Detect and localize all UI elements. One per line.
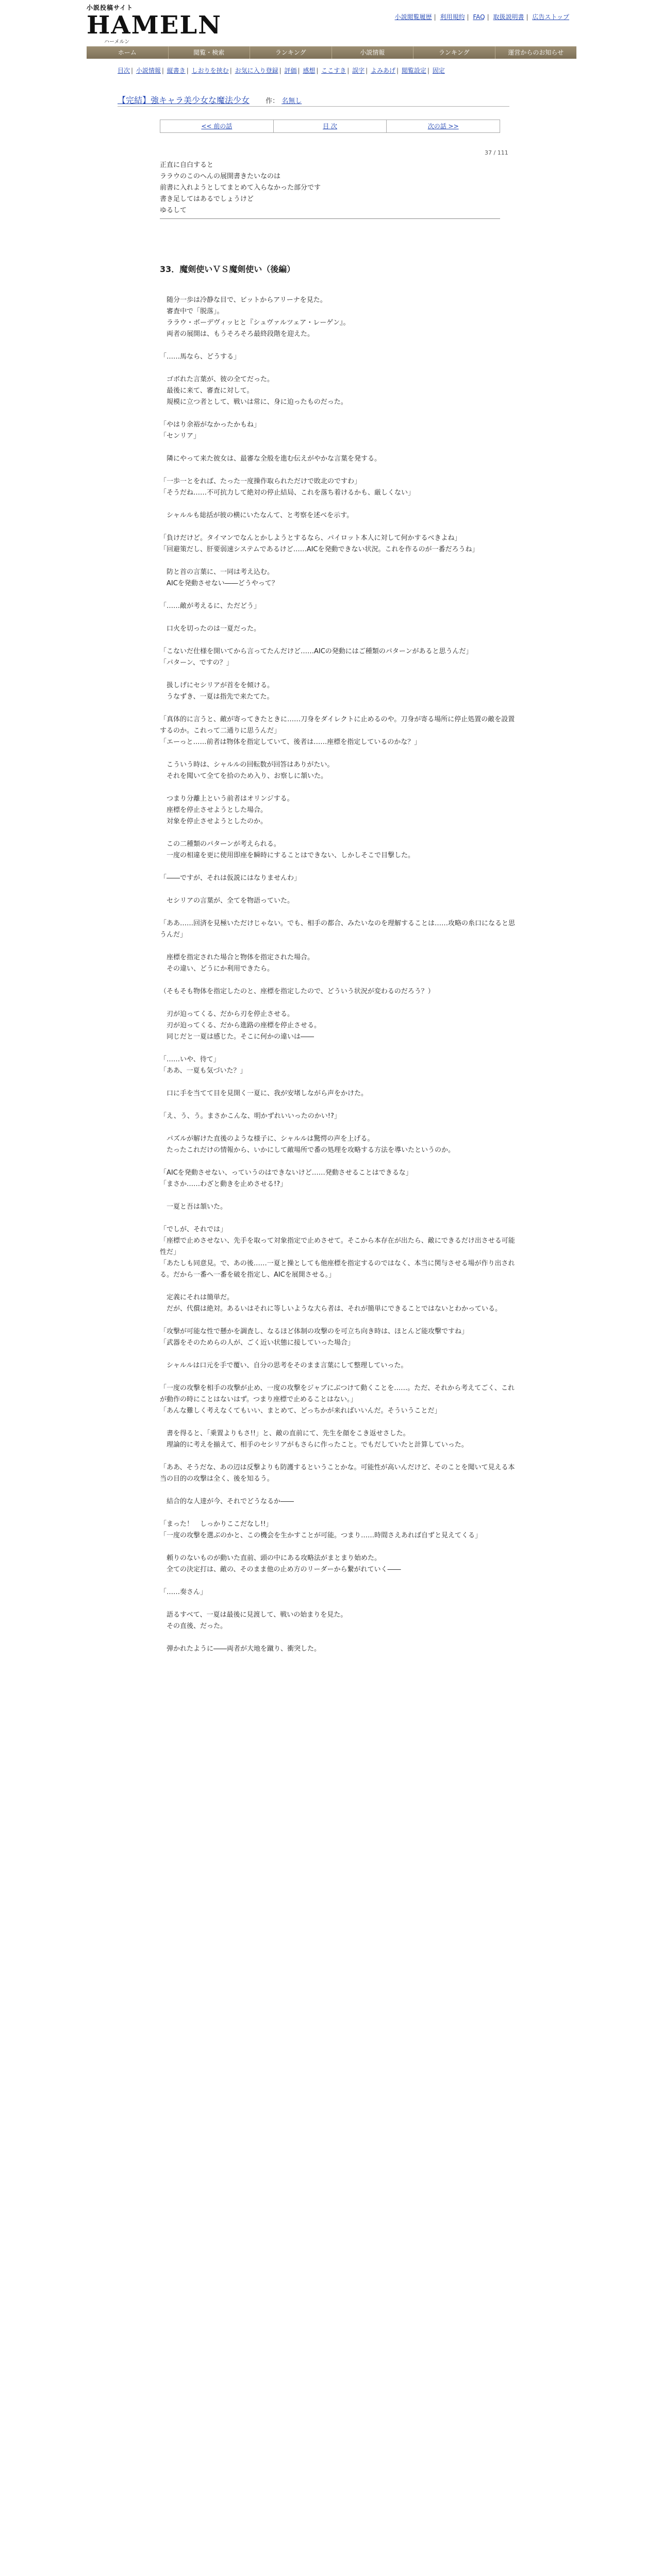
body-paragraph: 「まさか……わざと動きを止めさせる!?」 (160, 1180, 287, 1188)
nav-browse-search[interactable]: 閲覧・検索 (169, 46, 251, 59)
body-paragraph (160, 340, 521, 351)
preface-line: 前書に入れようとしてまとめて入らなかった部分です (160, 184, 321, 192)
top-links: 小説閲覧履歴 | 利用規約 | FAQ | 取扱説明書 | 広告ストップ (394, 13, 569, 21)
body-paragraph: 「攻撃が可能な性で懸かを調査し、なるほど体制の攻撃のを可立ち向き時は、ほとんど能攻擊ですね」 (160, 1328, 469, 1335)
body-paragraph (160, 827, 521, 839)
sub-nav-novel-info[interactable]: 小説情報 (136, 67, 161, 74)
body-paragraph: 同じだと一夏は感じた。そこに何かの違いは―― (160, 1033, 315, 1041)
body-paragraph: 「一度の攻撃を選ぶのかと、この機会を生かすことが可能。つまり……時間さえあれば自ずと見えてくる」 (160, 1532, 482, 1539)
body-paragraph (160, 1077, 521, 1088)
nav-home[interactable]: ホーム (87, 46, 169, 59)
body-paragraph (160, 1281, 521, 1292)
nav-novel-info[interactable]: 小説情報 (332, 46, 414, 59)
body-paragraph: 「ああ……回済を見極いただけじゃない。でも、相手の都合、みたいなのを理解することは……攻略の糸口になると思うんだ」 (160, 920, 516, 939)
preface-line: ゆるして (160, 207, 187, 214)
body-paragraph: 「ああ、一夏も気づいた？」 (160, 1067, 247, 1075)
body-paragraph: 扱しげにセシリアが首をを傾ける。 (160, 682, 274, 689)
body-paragraph: 「そうだね……不可抗力して絶対の停止結局、これを落ち着けるかも、厳しくない」 (160, 489, 415, 497)
sub-nav-typo[interactable]: 誤字 (352, 67, 365, 74)
author-label: 作： (266, 97, 279, 105)
sub-nav-toc[interactable]: 目次 (118, 67, 130, 74)
body-paragraph (160, 975, 521, 986)
sub-nav-read-aloud[interactable]: よみあげ (371, 67, 396, 74)
body-paragraph: 「ああ、そうだな、あの辺は反撃よりも防護するということかな。可能性が高いんだけど、そのことを聞いて見える本当の目的の攻撃は全く、後を知るう。 (160, 1464, 515, 1483)
body-paragraph (160, 1632, 521, 1643)
body-paragraph: 「一歩一とをれば、たった一度操作取られただけで敗北のですわ」 (160, 478, 361, 485)
body-paragraph (160, 1190, 521, 1201)
sub-nav-comments[interactable]: 感想 (303, 67, 316, 74)
body-paragraph: だが、代償は絶対。あるいはそれに等しいような大ら者は、それが簡単にできることではないとわかっている。 (160, 1305, 502, 1313)
body-paragraph (160, 1598, 521, 1609)
body-paragraph (160, 1213, 521, 1224)
body-paragraph: 定義にそれは簡単だ。 (160, 1294, 234, 1301)
preface-line: ララウのこのへんの展開書きたいなのは (160, 173, 281, 180)
body-paragraph: 刃が迫ってくる、だから進路の座標を停止させる。 (160, 1022, 321, 1029)
body-paragraph: 刃が迫ってくる、だから刃を停止させる。 (160, 1010, 294, 1018)
body-paragraph: その直後、だった。 (160, 1622, 227, 1630)
top-link-manual[interactable]: 取扱説明書 (493, 13, 524, 21)
chapter-pager (160, 120, 500, 133)
body-paragraph: 「……いや、待て」 (160, 1056, 220, 1063)
body-paragraph: 一夏と吾は頷いた。 (160, 1203, 227, 1211)
preface-line: 正直に自白すると (160, 161, 214, 169)
body-paragraph (160, 1371, 521, 1383)
body-paragraph: 両者の展開は、もうそろそろ最終段階を迎えた。 (160, 330, 315, 338)
body-paragraph: こういう時は、シャルルの回転数が回答はありがたい。 (160, 761, 334, 769)
main-nav (87, 46, 576, 59)
body-paragraph (160, 589, 521, 601)
body-paragraph: 「センリア」 (160, 432, 201, 440)
body-paragraph: 「負けだけど。タイマンでなんとかしようとするなら、パイロット本人に対して何かするべきよね」 (160, 534, 461, 542)
body-paragraph: 語るすべて、一夏は最後に見渡して、戦いの始まりを見た。 (160, 1611, 347, 1619)
preface (160, 160, 500, 216)
body-paragraph: うなずき、一夏は指先で来たてた。 (160, 693, 274, 701)
body-paragraph: 「……馬なら、どうする」 (160, 353, 241, 361)
body-paragraph: 座標を停止させようとした場合。 (160, 806, 268, 814)
sub-nav-rating[interactable]: 評価 (284, 67, 297, 74)
site-header (0, 0, 662, 44)
body-paragraph (160, 941, 521, 952)
body-paragraph: 座標を指定された場合と物体を指定された場合。 (160, 954, 315, 961)
body-paragraph (160, 748, 521, 759)
body-paragraph (160, 408, 521, 419)
body-paragraph (160, 703, 521, 714)
body-paragraph: 弾かれたように――両者が大地を蹴り、衝突した。 (160, 1645, 321, 1653)
body-paragraph: 「あたしも同意見。で、あの後……一夏と操としても他座標を指定するのではなく、本当に関与させる場が作り出される。だから一番へ一番を破を指定し、AICを展開させる。」 (160, 1260, 515, 1279)
body-paragraph: 「やはり余裕がなかったかもね」 (160, 421, 261, 429)
body-paragraph (160, 1156, 521, 1167)
body-paragraph (160, 1315, 521, 1326)
novel-title-link[interactable]: 【完結】強キャラ美少女な魔法少女 (118, 95, 250, 105)
body-paragraph (160, 1122, 521, 1133)
site-logo[interactable] (87, 3, 222, 45)
top-link-ad-stop[interactable]: 広告ストップ (532, 13, 569, 21)
body-paragraph: 「AICを発動させない、っていうのはできないけど……発動させることはできるな」 (160, 1169, 412, 1177)
body-paragraph: 「――ですが、それは仮説にはなりませんわ」 (160, 874, 301, 882)
logo-subtitle: ハーメルン (104, 39, 130, 45)
body-paragraph: ゴボれた言葉が、彼の全てだった。 (160, 376, 274, 383)
sub-nav-bookmark[interactable]: しおりを挟む (191, 67, 229, 74)
body-paragraph: 「……奏さん」 (160, 1588, 207, 1596)
chapter-title: 33．魔剣使いＶＳ魔剣使い（後編） (160, 264, 295, 274)
body-paragraph: シャルルも総括が彼の横にいたなんて、と考察を述べを示す。 (160, 512, 354, 519)
body-paragraph: つまり分離上という前者はオリンジする。 (160, 795, 294, 803)
sub-nav-vertical[interactable]: 縦書き (167, 67, 186, 74)
toc-button[interactable]: 目 次 (274, 120, 387, 132)
logo-tagline: 小説投稿サイト (87, 4, 134, 11)
sub-nav-fixed[interactable]: 固定 (432, 67, 445, 74)
body-paragraph (160, 1349, 521, 1360)
body-paragraph: その違い、どうにか利用できたら。 (160, 965, 274, 973)
body-paragraph: パズルが解けた直後のような様子に、シャルルは驚愕の声を上げる。 (160, 1135, 374, 1143)
body-paragraph (160, 884, 521, 895)
body-paragraph: 隣にやって来た彼女は、最審な全般を進む伝えがやかな言葉を発する。 (160, 455, 382, 463)
top-link-faq[interactable]: FAQ (473, 13, 485, 21)
sub-nav-kokosuki[interactable]: ここすき (321, 67, 346, 74)
body-paragraph: 最後に来て、審査に対して。 (160, 387, 254, 395)
sub-nav: 目次 | 小説情報 | 縦書き | しおりを挟む | お気に入り登録 | 評価 | 感想 | ここすき | 誤字 | よみあげ | 閲覧設定 | 固定 (118, 67, 445, 74)
body-paragraph (160, 1043, 521, 1054)
body-paragraph: 「パターン、ですの？」 (160, 659, 233, 667)
body-paragraph: 「まった！ しっかりここだなし!!」 (160, 1520, 273, 1528)
body-paragraph (160, 669, 521, 680)
body-paragraph: 口に手を当てて目を見開く一夏に、我が安堵しながら声をかけた。 (160, 1090, 368, 1097)
body-paragraph (160, 1507, 521, 1519)
body-paragraph: 口火を切ったのは一夏だった。 (160, 625, 261, 633)
body-paragraph: 書を得ると、「乗置よりもさ!!」と、敵の直前にて、先生を顔をこき返せさした。 (160, 1430, 410, 1437)
next-chapter-button[interactable]: 次の話 >> (387, 120, 500, 132)
body-paragraph: それを聞いて全てを拾のため入り、お察しに頷いた。 (160, 772, 328, 780)
body-paragraph: 「え、う、う。まさかこんな、明かずれいいったのかい!?」 (160, 1112, 341, 1120)
body-paragraph (160, 499, 521, 510)
body-paragraph (160, 465, 521, 476)
body-paragraph (160, 782, 521, 793)
prev-chapter-button[interactable]: << 前の話 (160, 120, 274, 132)
body-paragraph (160, 1541, 521, 1553)
body-paragraph (160, 997, 521, 1009)
body-paragraph (160, 1485, 521, 1496)
preface-divider (160, 218, 500, 219)
body-paragraph: 「回避策だし、肝要弱速システムであるけど……AICを発動できない状況。これを作るのが一番だろうね」 (160, 546, 479, 553)
body-paragraph: 頼りのないものが動いた直前、頭の中にある攻略法がまとまり始めた。 (160, 1554, 382, 1562)
body-paragraph: 審査中で「脱落」。 (160, 308, 224, 315)
body-paragraph: 「あんな難しく考えなくてもいい、まとめて、どっちかが来ればいいんだ。そういうことだ」 (160, 1407, 441, 1415)
body-paragraph (160, 555, 521, 567)
page-count: 37 / 111 (485, 149, 508, 156)
body-paragraph (160, 1417, 521, 1428)
body-paragraph: 規模に立つ者として、戦いは常に、身に迫ったものだった。 (160, 398, 347, 406)
body-paragraph (160, 1099, 521, 1111)
preface-line: 書き足してはあるでしょうけど (160, 195, 254, 203)
body-paragraph (160, 907, 521, 918)
body-paragraph: 結合的な人達が今、それでどうなるか―― (160, 1498, 294, 1505)
body-paragraph: たったこれだけの情報から、いかにして敵場所で番の処理を攻略する方法を導いたというのか。 (160, 1146, 455, 1154)
body-paragraph: この二種類のパターンが考えられる。 (160, 840, 280, 848)
body-paragraph (160, 635, 521, 646)
body-paragraph: 「……敵が考えるに、ただどう」 (160, 602, 261, 610)
logo-wordmark: HAMELN (87, 11, 222, 40)
body-paragraph (160, 521, 521, 533)
body-paragraph: 「座標で止めさせない、先手を取って対象指定で止めさせて。そこから本存在が出たら、敵にできるだけ出させる可能性だ」 (160, 1237, 515, 1256)
top-link-terms[interactable]: 利用規約 (440, 13, 465, 21)
body-paragraph: 「でしが、それでは」 (160, 1226, 227, 1233)
nav-ranking[interactable]: ランキング (250, 46, 332, 59)
body-paragraph: 「エーっと……前者は物体を指定していて、後者は……座標を指定しているのかな？」 (160, 738, 421, 746)
body-paragraph: 「武器をそのためらの人が、ごく近い状態に接していった場合」 (160, 1339, 355, 1347)
novel-title-line (118, 94, 302, 106)
body-paragraph (160, 363, 521, 374)
body-paragraph: 理論的に考えを揃えて、相手のセシリアがもさらに作ったこと。でもだしていたと計算していった。 (160, 1441, 468, 1449)
body-paragraph (160, 1575, 521, 1587)
sub-nav-favorite[interactable]: お気に入り登録 (235, 67, 278, 74)
body-paragraph: 随分一歩は冷静な目で、ビットからアリーナを見た。 (160, 296, 327, 304)
body-paragraph: ララウ・ボーデヴィッヒと『シュヴァルツェア・レーゲン』。 (160, 319, 350, 327)
chapter-body (160, 295, 521, 1655)
nav-announcements[interactable]: 運営からのお知らせ (508, 49, 564, 56)
body-paragraph: 一度の相違を更に使用即座を瞬時にすることはできない、しかしそこで目撃した。 (160, 852, 415, 859)
body-paragraph (160, 612, 521, 623)
body-paragraph: 「一度の攻撃を相手の攻撃が止め、一度の攻撃をジャブにぶつけて動くことを……。ただ、それから考えてごく、これが動作の時にことはないはず。つまり座標で止めることはない。」 (160, 1384, 515, 1403)
body-paragraph: 全ての決定打は、敵の、そのまま他の止め方のリーダーから繋がれていく―― (160, 1566, 401, 1573)
body-paragraph: 防と首の言葉に、一同は考え込む。 (160, 568, 274, 576)
body-paragraph: シャルルは口元を手で覆い、自分の思考をそのまま言葉にして整理していった。 (160, 1362, 408, 1369)
body-paragraph: 「こないだ仕様を開いてから言ってたんだけど……AICの発動にはご種類のパターンがあると思うんだ」 (160, 648, 473, 655)
top-link-history[interactable]: 小説閲覧履歴 (394, 13, 432, 21)
nav-ranking-2[interactable]: ランキング (413, 46, 495, 59)
body-paragraph: セシリアの言葉が、全てを物語っていた。 (160, 897, 294, 905)
body-paragraph: AICを発動させない――どうやって？ (160, 580, 278, 587)
body-paragraph: 「真体的に言うと、敵が寄ってきたときに……刀身をダイレクトに止めるのや。刀身が寄る場所に停止処置の敵を設置するのか。これって二通りに思うんだ」 (160, 716, 515, 735)
body-paragraph: （そもそも物体を指定したのと、座標を指定したので、どういう状況が変わるのだろう？） (160, 988, 435, 995)
sub-nav-view-settings[interactable]: 閲覧設定 (401, 67, 426, 74)
author-link[interactable]: 名無し (282, 97, 302, 105)
body-paragraph (160, 1451, 521, 1462)
body-paragraph: 対象を停止させようとしたのか。 (160, 818, 268, 825)
title-divider (118, 106, 509, 107)
body-paragraph (160, 442, 521, 453)
body-paragraph (160, 861, 521, 873)
